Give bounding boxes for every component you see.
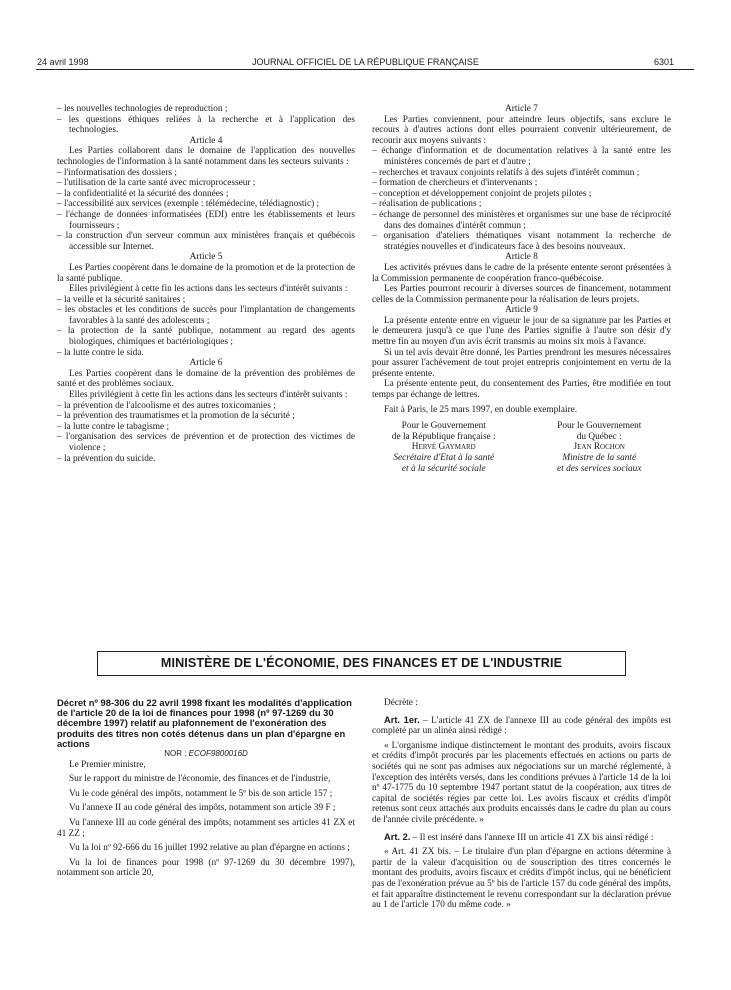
article-1-text: – L'article 41 ZX de l'annexe III au code général des impôts est complété par un alinéa ainsi rédigé : bbox=[372, 715, 671, 737]
nor-label: NOR : bbox=[164, 749, 187, 759]
list-item: – conception et développement conjoint de projets pilotes ; bbox=[372, 188, 592, 199]
signature-line: Pour le Gouvernement bbox=[401, 421, 486, 432]
header-page-number: 6301 bbox=[654, 57, 675, 67]
article-7-intro: Les Parties conviennent, pour atteindre leurs objectifs, sans exclure le recours à d'autres actions dont elles pourraient convenir ultérieurement, de recourir aux moyens suivants : bbox=[372, 114, 671, 146]
list-item: – formation de chercheurs et d'intervenants ; bbox=[372, 178, 538, 189]
list-item: – l'échange de données informatisées (EDI) entre les établissements et leurs fournisseurs ; bbox=[57, 209, 355, 231]
article-9-para: La présente entente entre en vigueur le jour de sa signature par les Parties et le demeurera jusqu'à ce que l'une des Parties signifie à l'autre son désir d'y mettre fin au moyen d'un avis écrit transmis au moins six mois à l'avance. bbox=[372, 315, 671, 348]
list-item: – l'organisation des services de prévention et de protection des victimes de violence ; bbox=[57, 432, 355, 453]
signatory-title: Ministre de la santé bbox=[562, 453, 637, 463]
decree-title: Décret nº 98-306 du 22 avril 1998 fixant les modalités d'application de l'article 20 de la loi de finances pour 1998 (nº 97-1269 du 30 décembre 1997) relatif au plafonnement de l'exonération des produits des titres non cotés détenus dans un plan d'épargne en actions bbox=[57, 697, 352, 749]
article-1-label: Art. 1er. bbox=[384, 714, 420, 725]
article-8-para: Les activités prévues dans le cadre de la présente entente seront présentées à la Commission permanente de coopération franco-québécoise. bbox=[372, 262, 671, 284]
article-1-quote: « L'organisme indique distinctement le montant des produits, avoirs fiscaux et crédits d'impôt procurés par les placements effectués en actions ou parts de sociétés qui ne sont pas admises aux négociations sur un marché réglementé, à l'exception des intérêts versés, dans les conditions prévues à l'article 14 de la loi nº 47-1775 du 10 septembre 1947 portant statut de la coopération, aux titres de capital de sociétés régies par cette loi. Les avoirs fiscaux et crédits d'impôt retenus sont ceux attachés aux produits encaissés dans le cadre du plan au cours de l'année civile précédente. » bbox=[372, 740, 671, 825]
signature-line: de la République française : bbox=[391, 431, 496, 442]
signatory-name: Hervé Gaymard bbox=[411, 442, 476, 453]
list-item: – l'informatisation des dossiers ; bbox=[57, 167, 177, 178]
left-column bbox=[57, 104, 355, 464]
list-item: – la construction d'un serveur commun aux ministères français et québécois accessible sur Internet. bbox=[57, 231, 355, 252]
article-2 bbox=[372, 832, 671, 844]
decree-left-column bbox=[57, 698, 355, 879]
list-item: – échange d'information et de documentation relatives à la santé entre les ministères concernés de part et d'autre ; bbox=[372, 146, 671, 167]
article-4-heading: Article 4 bbox=[189, 135, 223, 146]
decree-right-column bbox=[372, 698, 671, 911]
decree-para: Sur le rapport du ministre de l'économie, des finances et de l'industrie, bbox=[69, 774, 331, 785]
article-8-para: Les Parties pourront recourir à diverses sources de financement, notamment celles de la Commission permanente pour la réalisation de leurs projets. bbox=[372, 284, 671, 305]
signature-block bbox=[372, 421, 671, 474]
list-item: – la protection de la santé publique, notamment au regard des agents biologiques, chimiques et bactériologiques ; bbox=[57, 326, 355, 348]
list-item: – la confidentialité et la sécurité des données ; bbox=[57, 188, 229, 199]
article-1 bbox=[372, 715, 671, 737]
decree-para: Vu le code général des impôts, notamment le 5º bis de son article 157 ; bbox=[69, 788, 333, 799]
signature-france bbox=[372, 421, 516, 474]
list-item: – la veille et la sécurité sanitaires ; bbox=[57, 294, 186, 305]
decree-decrete: Décrète : bbox=[384, 698, 418, 708]
decree-para: Vu la loi nº 92-666 du 16 juillet 1992 relative au plan d'épargne en actions ; bbox=[69, 843, 350, 854]
decree-para: Vu l'annexe III au code général des impôts, notamment ses articles 41 ZX et 41 ZZ ; bbox=[57, 817, 355, 839]
list-item: – les obstacles et les conditions de succès pour l'implantation de changements favorables à la santé des adolescents ; bbox=[57, 305, 355, 326]
list-item: – l'accessibilité aux services (exemple : télémédecine, télédiagnostic) ; bbox=[57, 199, 320, 210]
article-9-para: La présente entente peut, du consentement des Parties, être modifiée en tout temps par échange de lettres. bbox=[372, 379, 671, 401]
nor-value: ECOF9800016D bbox=[188, 749, 248, 759]
header-journal-title: JOURNAL OFFICIEL DE LA RÉPUBLIQUE FRANÇAISE bbox=[252, 57, 479, 67]
article-5-para: Elles privilégient à cette fin les actions dans les secteurs d'intérêt suivants : bbox=[69, 284, 348, 295]
article-7-heading: Article 7 bbox=[505, 104, 538, 114]
ministry-banner: MINISTÈRE DE L'ÉCONOMIE, DES FINANCES ET DE L'INDUSTRIE bbox=[97, 651, 626, 676]
decree-para: Vu la loi de finances pour 1998 (nº 97-1269 du 30 décembre 1997), notamment son article 20, bbox=[57, 857, 355, 879]
list-item: – la prévention du suicide. bbox=[57, 453, 156, 464]
list-item: – l'utilisation de la carte santé avec microprocesseur ; bbox=[57, 178, 256, 189]
article-9-heading: Article 9 bbox=[505, 305, 538, 316]
article-2-text: – Il est inséré dans l'annexe III un article 41 ZX bis ainsi rédigé : bbox=[410, 832, 654, 843]
decree-para: Vu l'annexe II au code général des impôts, notamment son article 39 F ; bbox=[69, 803, 336, 814]
article-2-quote: « Art. 41 ZX bis. – Le titulaire d'un plan d'épargne en actions détermine à partir de la valeur d'acquisition ou de souscription des titres concernés le montant des produits, avoirs fiscaux et crédits d'impôt inclus, qui ne bénéficient pas de l'exonération prévue au 5º bis de l'article 157 du code général des impôts, et fait apparaître distinctement le revenu correspondant sur la déclaration prévue au 1 de l'article 170 du même code. » bbox=[372, 847, 671, 911]
signature-line: du Québec : bbox=[576, 431, 622, 442]
list-item: – réalisation de publications ; bbox=[372, 199, 482, 210]
right-column bbox=[372, 104, 671, 474]
header-rule bbox=[36, 69, 694, 70]
list-item: – les questions éthiques reliées à la recherche et à l'application des technologies. bbox=[57, 114, 355, 136]
decree-para: Le Premier ministre, bbox=[69, 759, 146, 770]
signatory-title: et à la sécurité sociale bbox=[401, 463, 486, 474]
article-4-intro: Les Parties collaborent dans le domaine de l'application des nouvelles technologies de l'information à la santé notamment dans les secteurs suivants : bbox=[57, 146, 355, 167]
article-5-para: Les Parties coopèrent dans le domaine de la promotion et de la protection de la santé publique. bbox=[57, 262, 355, 284]
article-6-para: Les Parties coopèrent dans le domaine de la prévention des problèmes de santé et des problèmes sociaux. bbox=[57, 368, 355, 390]
signature-line: Pour le Gouvernement bbox=[557, 421, 642, 432]
article-2-label: Art. 2. bbox=[384, 831, 411, 842]
header-date: 24 avril 1998 bbox=[37, 57, 89, 67]
signature-place-date: Fait à Paris, le 25 mars 1997, en double exemplaire. bbox=[384, 404, 578, 415]
list-item: – la lutte contre le tabagisme ; bbox=[57, 421, 170, 432]
list-item: – échange de personnel des ministères et organismes sur une base de réciprocité dans des domaines d'intérêt commun ; bbox=[372, 209, 671, 231]
signatory-title: et des services sociaux bbox=[557, 463, 642, 474]
signatory-title: Secrétaire d'Etat à la santé bbox=[393, 453, 495, 463]
list-item: – la prévention de l'alcoolisme et des autres toxicomanies ; bbox=[57, 400, 276, 411]
article-9-para: Si un tel avis devait être donné, les Parties prendront les mesures nécessaires pour assurer l'achèvement de tout projet entrepris conjointement en vertu de la présente entente. bbox=[372, 347, 671, 379]
article-5-heading: Article 5 bbox=[189, 252, 223, 263]
article-8-heading: Article 8 bbox=[505, 252, 538, 263]
list-item: – la prévention des traumatismes et la promotion de la sécurité ; bbox=[57, 411, 295, 422]
signature-quebec bbox=[527, 421, 671, 474]
signatory-name: Jean Rochon bbox=[573, 442, 625, 453]
list-item: – les nouvelles technologies de reproduction ; bbox=[57, 104, 228, 114]
list-item: – la lutte contre le sida. bbox=[57, 347, 144, 358]
nor-reference bbox=[57, 749, 355, 760]
list-item: – recherches et travaux conjoints relatifs à des sujets d'intérêt commun ; bbox=[372, 167, 640, 178]
article-6-heading: Article 6 bbox=[189, 358, 223, 369]
article-6-para: Elles privilégient à cette fin les actions dans les secteurs d'intérêt suivants : bbox=[69, 390, 348, 401]
list-item: – organisation d'ateliers thématiques visant notamment la recherche de stratégies nouvelles et d'indicateurs face à des besoins nouveaux. bbox=[372, 231, 671, 252]
